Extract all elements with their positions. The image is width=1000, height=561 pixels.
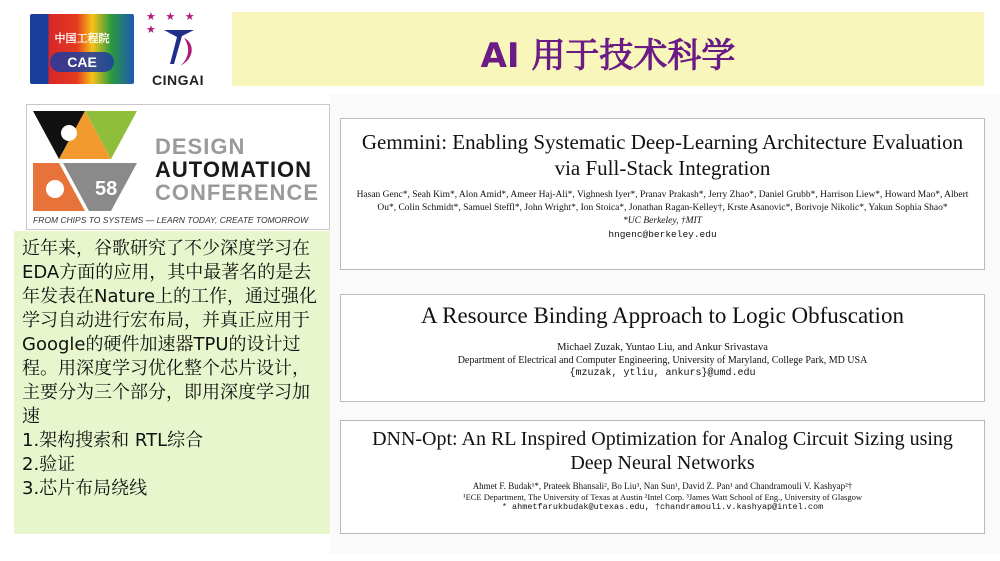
cae-logo-english-text: CAE <box>50 52 114 72</box>
paper-email: hngenc@berkeley.edu <box>608 229 717 240</box>
cae-logo-chinese-text: 中国工程院 <box>54 32 110 45</box>
paper-affiliation: Department of Electrical and Computer Engineering, University of Maryland, College Park, MD USA <box>457 355 868 366</box>
paper-authors: Ahmet F. Budak¹*, Prateek Bhansali², Bo Liu³, Nan Sun¹, David Z. Pan¹ and Chandramouli V. Kashyap²† <box>472 481 853 491</box>
paper-authors: Hasan Genc*, Seah Kim*, Alon Amid*, Ameer Haj-Ali*, Vighnesh Iyer*, Pranav Prakash*, Jerry Zhao*, Daniel Grubb*, Harrison Liew*, Howard Mao*, Albert Ou*, Colin Schmidt*, Samuel Steffl*, John Wright*, Ion Stoica*, Jonathan Ragan-Kelley†, Krste Asanovic*, Borivoje Nikolic*, Yakun Sophia Shao* <box>356 190 969 213</box>
paper-card-dnn-opt <box>340 420 985 534</box>
dac-mark-icon <box>33 111 145 211</box>
paper-title: A Resource Binding Approach to Logic Obfuscation <box>421 303 904 328</box>
title-bar <box>232 12 984 86</box>
dac-line-automation: AUTOMATION <box>155 157 313 182</box>
list-item: 3.芯片布局绕线 <box>22 478 148 499</box>
paper-list <box>330 94 1000 554</box>
summary-panel <box>14 231 332 534</box>
dac-number: 58 <box>95 178 118 200</box>
list-item: 1.架构搜索和 RTL综合 <box>22 430 204 451</box>
dac-tagline: FROM CHIPS TO SYSTEMS — LEARN TODAY, CREATE TOMORROW <box>33 215 309 225</box>
paper-email: {mzuzak, ytliu, ankurs}@umd.edu <box>569 368 756 379</box>
cae-logo <box>30 14 134 84</box>
cingai-logo <box>138 10 218 90</box>
paper-email: * ahmetfarukbudak@utexas.edu, †chandramouli.v.kashyap@intel.com <box>501 502 824 512</box>
paper-title: Gemmini: Enabling Systematic Deep-Learning Architecture Evaluation via Full-Stack Integration <box>361 130 964 180</box>
paper-affiliation: ¹ECE Department, The University of Texas at Austin ²Intel Corp. ³James Watt School of Eng., University of Glasgow <box>463 492 862 502</box>
dac-line-conference: CONFERENCE <box>155 180 320 205</box>
paper-card-gemmini <box>340 118 985 270</box>
page-title: AI 用于技术科学 <box>480 36 736 76</box>
list-item: 2.验证 <box>22 454 76 475</box>
dac-logo <box>26 104 330 230</box>
cingai-mark-icon <box>160 24 200 70</box>
paper-authors: Michael Zuzak, Yuntao Liu, and Ankur Srivastava <box>557 342 768 353</box>
dac-line-design: DESIGN <box>155 134 246 159</box>
cingai-logo-word: CINGAI <box>152 72 204 88</box>
paper-card-resource-binding <box>340 294 985 402</box>
stars-icon: ★ ★ ★ ★ <box>146 10 198 36</box>
paper-affiliation: *UC Berkeley, †MIT <box>623 216 702 226</box>
paper-title: DNN-Opt: An RL Inspired Optimization for Analog Circuit Sizing using Deep Neural Networks <box>372 428 953 474</box>
summary-paragraph: 近年来，谷歌研究了不少深度学习在EDA方面的应用，其中最著名的是去年发表在Nature上的工作，通过强化学习自动进行宏布局，并真正应用于Google的硬件加速器TPU的设计过程。用深度学习优化整个芯片设计，主要分为三个部分，即用深度学习加速 <box>22 238 318 427</box>
